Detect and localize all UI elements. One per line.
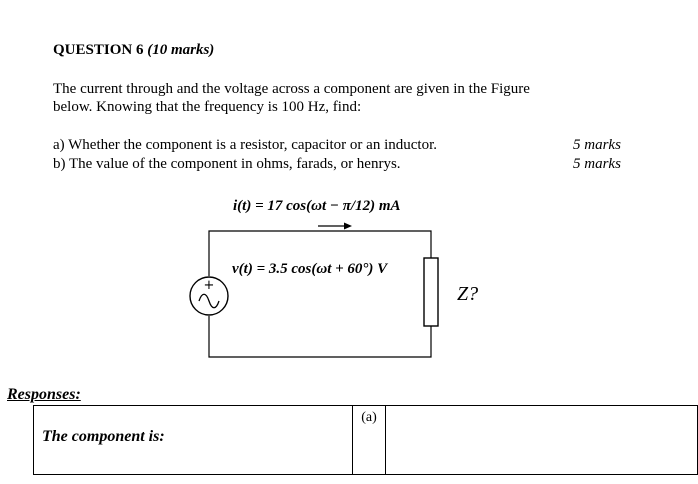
voltage-equation: v(t) = 3.5 cos(ωt + 60°) V [232,261,388,277]
current-equation: i(t) = 17 cos(ωt − π/12) mA [233,198,401,214]
part-a-marks: 5 marks [573,137,621,153]
question-intro-line1: The current through and the voltage across a component are given in the Figure [53,81,530,97]
part-b-marks: 5 marks [573,156,621,172]
part-a-text: a) Whether the component is a resistor, capacitor or an inductor. [53,137,437,153]
current-arrow-head [344,223,352,230]
answer-cell[interactable] [386,406,698,475]
question-title: QUESTION 6 (10 marks) [53,42,215,58]
bottom-wire [209,316,431,357]
part-a-header-cell [353,406,386,475]
component-box [424,258,438,326]
part-a-header: (a) [361,410,377,425]
responses-heading: Responses: [7,386,81,403]
row-label-cell [34,406,353,475]
component-is-label: The component is: [42,428,165,445]
component-label: Z? [457,283,479,305]
question-intro-line2: below. Knowing that the frequency is 100 Hz, find: [53,99,362,115]
source-plus-sign: + [203,278,215,293]
part-b-text: b) The value of the component in ohms, farads, or henrys. [53,156,401,172]
responses-table [33,405,698,475]
